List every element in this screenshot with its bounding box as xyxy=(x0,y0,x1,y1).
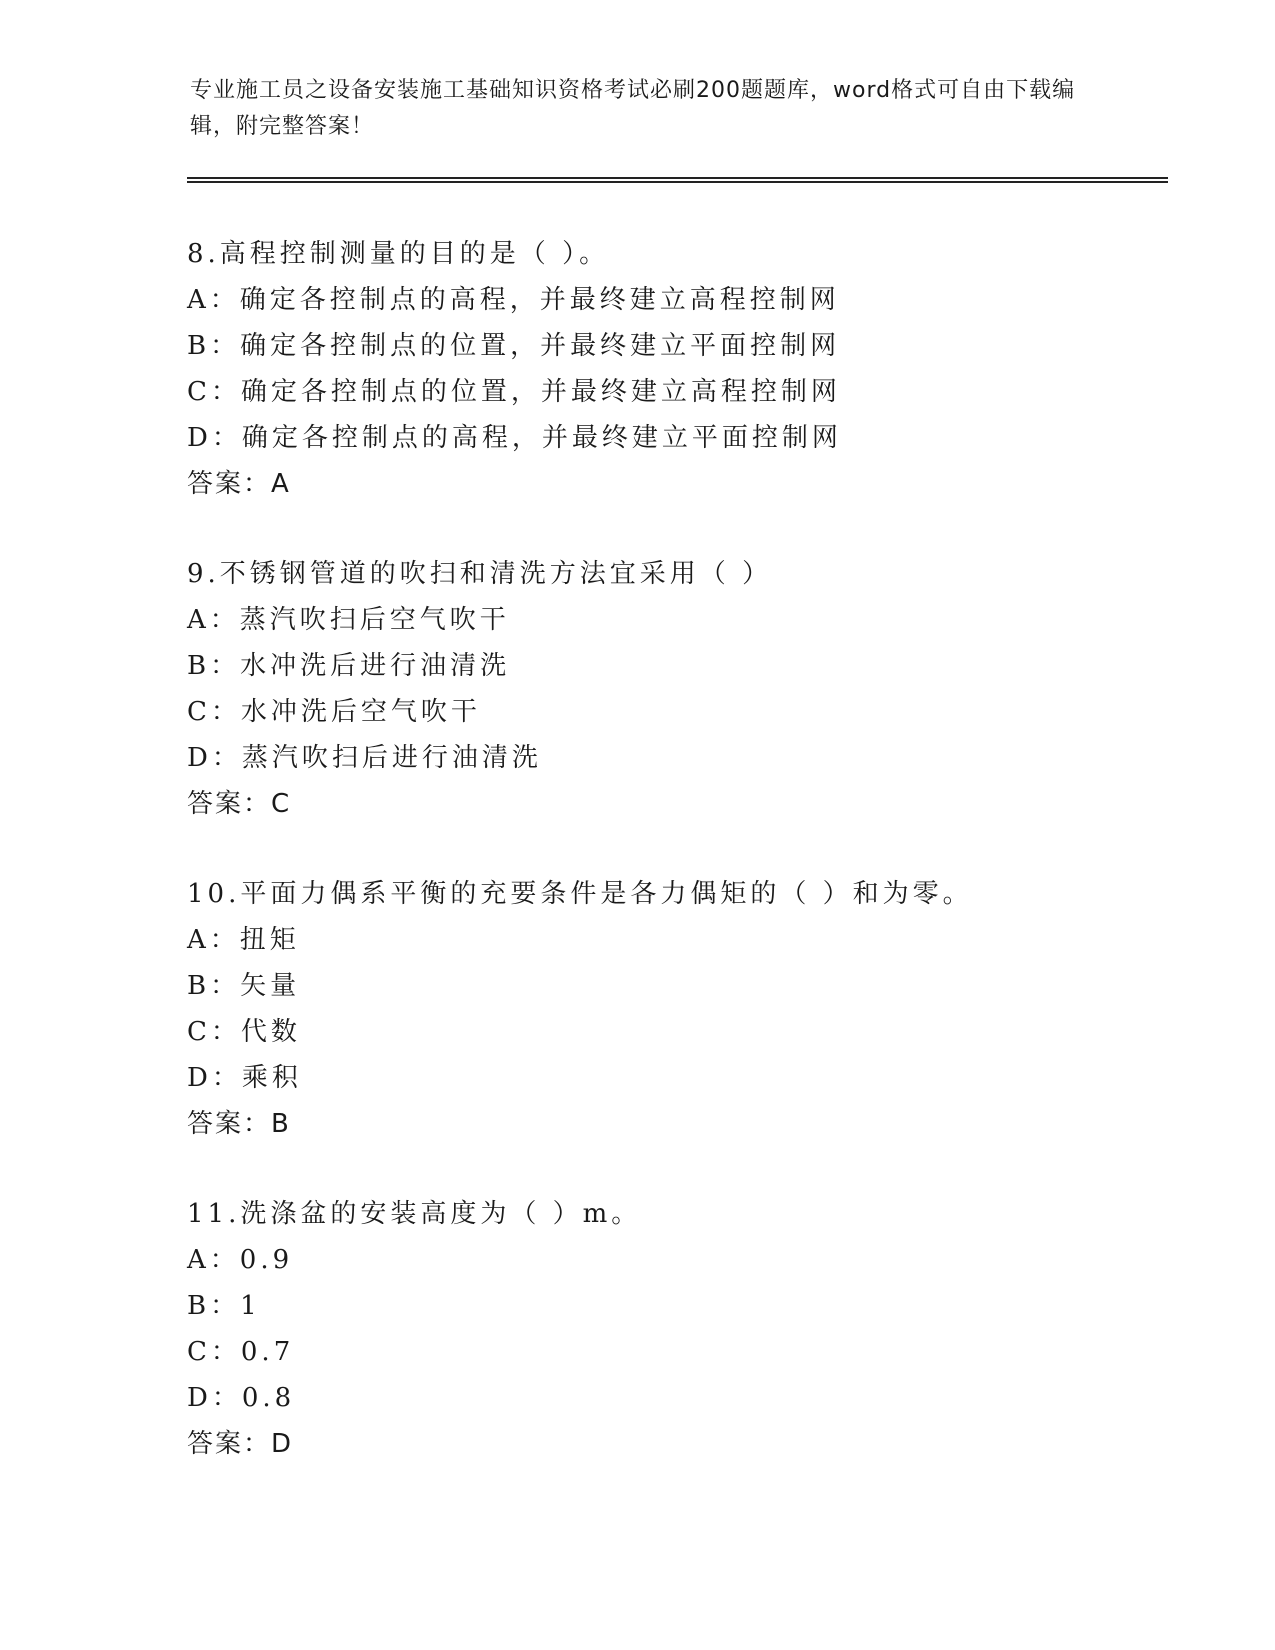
question-9 xyxy=(187,551,1167,827)
answer: 答案：D xyxy=(187,1429,294,1459)
question-8 xyxy=(187,231,1167,507)
option-b: B：水冲洗后进行油清洗 xyxy=(187,651,511,681)
option-c: C：代数 xyxy=(187,1017,301,1047)
option-d: D：确定各控制点的高程，并最终建立平面控制网 xyxy=(187,423,842,453)
question-11 xyxy=(187,1191,1167,1467)
header-divider-top xyxy=(187,177,1168,179)
option-b: B：矢量 xyxy=(187,971,301,1001)
question-stem: 10.平面力偶系平衡的充要条件是各力偶矩的（ ）和为零。 xyxy=(187,879,973,909)
question-stem: 8.高程控制测量的目的是（ ）。 xyxy=(187,239,610,269)
option-b: B：确定各控制点的位置，并最终建立平面控制网 xyxy=(187,331,841,361)
option-d: D：蒸汽吹扫后进行油清洗 xyxy=(187,743,542,773)
option-c: C：确定各控制点的位置，并最终建立高程控制网 xyxy=(187,377,841,407)
option-a: A：蒸汽吹扫后空气吹干 xyxy=(187,605,510,635)
answer: 答案：C xyxy=(187,789,292,819)
answer: 答案：A xyxy=(187,469,291,499)
question-stem: 9.不锈钢管道的吹扫和清洗方法宜采用（ ） xyxy=(187,559,773,589)
option-d: D：0.8 xyxy=(187,1383,296,1413)
option-d: D：乘积 xyxy=(187,1063,302,1093)
option-c: C：水冲洗后空气吹干 xyxy=(187,697,481,727)
answer: 答案：B xyxy=(187,1109,291,1139)
document-header: 专业施工员之设备安装施工基础知识资格考试必刷200题题库，word格式可自由下载编辑，附完整答案！ xyxy=(190,78,1076,139)
option-a: A：0.9 xyxy=(187,1245,294,1275)
option-a: A：确定各控制点的高程，并最终建立高程控制网 xyxy=(187,285,840,315)
option-a: A：扭矩 xyxy=(187,925,300,955)
question-10 xyxy=(187,871,1167,1147)
question-stem: 11.洗涤盆的安装高度为（ ）m。 xyxy=(187,1199,642,1229)
option-b: B：1 xyxy=(187,1291,261,1321)
option-c: C：0.7 xyxy=(187,1337,295,1367)
header-divider-bottom xyxy=(187,181,1168,183)
